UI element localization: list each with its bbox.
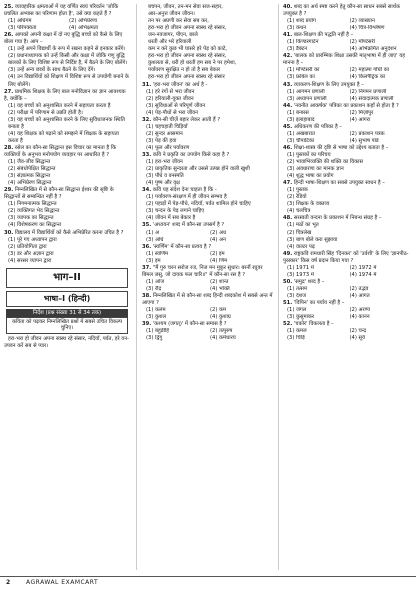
option[interactable]: (2) संबंधोपेक्षित सिद्धान्त xyxy=(8,166,56,173)
option[interactable]: (3) व्यापक का सिद्धान्त xyxy=(8,215,54,222)
option[interactable]: (3) पौधे व वनस्पति xyxy=(146,173,184,180)
question-43: 43. व्याकरण-शिक्षण के लिए उपयुक्त है – xyxy=(283,81,364,88)
question-37: 37. "मैं गुरु चरन सरोज रज, निज मन मुकुर सुधार। बरनौं रघुवर बिमल जसु, जो दायक फल चारि॥" में कौन-सा रस है ? xyxy=(142,264,263,278)
option[interactable]: (3) बाण बोले करा सुझाया xyxy=(287,236,338,243)
option[interactable]: (2) सुन्दर आसमान xyxy=(146,130,183,137)
option[interactable]: (4) वाल्टर पढ़ xyxy=(287,243,315,250)
option[interactable]: (1) कलम xyxy=(146,307,166,314)
question-45: 45. अधिकरण की पत्रिका है – xyxy=(283,123,342,130)
option[interactable]: (4) जीवन में सब बेकार है xyxy=(146,215,196,222)
option[interactable]: (4) अभिप्रेरण सिद्धान्त xyxy=(8,180,52,187)
option[interactable]: (4) आगत xyxy=(349,292,370,299)
option[interactable]: (1) जैव-जीव सिद्धान्त xyxy=(8,159,51,166)
option[interactable]: (2) कम xyxy=(210,307,227,314)
option[interactable]: (3) कथन xyxy=(287,25,307,32)
options-42 xyxy=(283,67,412,81)
options-37 xyxy=(142,279,274,293)
poem-line: कुशलता से, धरी हो धरती हम सब ने पर हमेशा, xyxy=(148,60,237,67)
poem-line: हरा-भरा हो जीवन अपना स्वस्थ रहे संसार xyxy=(148,74,225,81)
question-30: 30. विद्यालय में विद्यार्थियों को कैसे अभिप्रेरित करना उचित है ? xyxy=(4,229,124,236)
option[interactable]: (2) तद्भव xyxy=(349,285,369,292)
option[interactable]: (3) रौद्र xyxy=(146,285,162,292)
option[interactable]: (2) मिर्ज़ापुर xyxy=(349,109,374,116)
option[interactable]: (3) द्विगु xyxy=(146,335,163,342)
option[interactable]: (4) अभिक्षमता xyxy=(69,25,99,32)
page-footer xyxy=(0,576,416,589)
question-35: 35. 'अध्ययन' शब्द में कौन-सा उपसर्ग है ? xyxy=(142,222,225,229)
question-25: 25. व्यावहारिक क्षमताओं में यह वर्णित स्वयं परिवर्तन 'जोकि प्रचलित अभ्यास का परिणाम होता है', उसे क्या कहते हैं ? xyxy=(4,4,119,18)
options-34 xyxy=(142,194,274,222)
question-36: 36. 'स्वर्णिम' में कौन-सा प्रत्यय है ? xyxy=(142,243,212,250)
question-26: 26. आपको अपनी कक्षा में दो नए बुद्धि बच्चों को कैसे के लिए बोला गया है। आप – xyxy=(4,32,123,46)
poem-line: कम न करे कुछ भी घासरे हरे पेड़ को काटे, xyxy=(148,46,228,53)
question-46: 46. शिक्षा-शास्त्र की दृष्टि से भाषा को उद्देश्य बताता है – xyxy=(283,144,389,151)
option[interactable]: (1) पूरे गए अध्यापन द्वारा xyxy=(8,236,57,243)
option[interactable]: (1) चहचहाती चिड़ियाँ xyxy=(146,123,188,130)
poem-line: बचपन, जीवन, तन-मन सेवा सज-सहार, xyxy=(148,4,223,10)
option[interactable]: (4) यह शिक्षक को पढ़ाने को समझने में शिक्षक के सहायता करता है xyxy=(8,130,119,144)
option[interactable]: (4) पेड़-पौधों से भरा जीवन xyxy=(146,109,198,116)
options-26 xyxy=(4,46,130,88)
option[interactable]: (1) अखबारात xyxy=(287,130,315,137)
option[interactable]: (2) 1972 में xyxy=(349,264,377,271)
option[interactable]: (4) अभिक्रमित अनुदेशन xyxy=(349,46,397,53)
option[interactable]: (2) अरण्य xyxy=(349,307,371,314)
option[interactable]: (3) अध्यापन प्रणाली xyxy=(287,95,327,102)
option[interactable]: (2) तत्पुरुष xyxy=(210,328,233,335)
option[interactable]: (4) कुशाग्र xyxy=(210,314,231,321)
option[interactable]: (1) बहुव्रीहि xyxy=(146,328,170,335)
options-35 xyxy=(142,230,274,244)
option[interactable]: (2) व्यक्तिगत भेद सिद्धान्त xyxy=(8,208,60,215)
options-25 xyxy=(4,18,130,32)
question-47: 47. हिन्दी भाषा-शिक्षण का सबसे उपयुक्त साधन है – xyxy=(283,180,385,187)
question-27: 27. प्राथमिक शिक्षक के लिए बाल मनोविज्ञान का ज्ञान आवश्यक है, क्योंकि – xyxy=(4,88,126,102)
option[interactable]: (4) शुद्ध भाषा का प्रयोग xyxy=(287,173,334,180)
option[interactable]: (2) शान्त xyxy=(210,278,229,285)
question-52: 52. 'चकोर' विकलता है – xyxy=(283,321,334,328)
option[interactable]: (3) उन्हें अन्य छात्रों के साथ बैठने के लिए देंगे। xyxy=(8,67,96,74)
option[interactable]: (2) व्याख्यान xyxy=(349,18,375,25)
instruction-text: कविता को पढ़कर निम्नलिखित प्रश्नों में सबसे उचित विकल्प चुनिए। xyxy=(6,317,128,334)
question-49: 49. राष्ट्रकवि रामधारी सिंह 'दिनकर' को 'उर्वशी' के लिए 'ज्ञानपीठ-पुरस्कार' किस वर्ष प्रदान किया गया ? xyxy=(283,250,409,264)
option[interactable]: (1) अधिगम xyxy=(8,18,32,25)
option[interactable]: (4) कानन xyxy=(349,314,370,321)
option[interactable]: (2) अभिप्रेरणा xyxy=(69,18,98,25)
option[interactable]: (2) प्रतियोगिता द्वारा xyxy=(8,243,47,250)
option[interactable]: (1) मॉण्टेसरी का xyxy=(287,67,320,74)
option[interactable]: (1) कमल xyxy=(287,328,307,335)
option[interactable]: (3) चौपाटिका xyxy=(287,137,315,144)
options-46 xyxy=(283,152,412,180)
question-50: 50. 'समुद्र' शब्द है – xyxy=(283,278,325,285)
question-28: 28. रसेल का कौन-सा सिद्धान्त इस विचार का मानता है कि व्यक्तियों के अनुभव मनोपयोग व्यवहार पर आधारित है ? xyxy=(4,144,117,158)
column-1 xyxy=(4,4,130,350)
section-heading: भाग–II xyxy=(6,268,128,288)
option[interactable]: (1) पुस्तकों का परिचय xyxy=(287,151,331,158)
options-51 xyxy=(283,307,412,321)
option[interactable]: (2) प्रकाशन पत्रक xyxy=(349,130,385,137)
options-27 xyxy=(4,103,130,145)
option[interactable]: (1) स्वर्णिम xyxy=(146,250,169,257)
option[interactable]: (1) पर्यावरण-संरक्षण में ही जीवन सम्भव है xyxy=(146,194,227,201)
poem xyxy=(142,4,274,82)
poem-line: तन पर अप्रणी कर सेवा सब कर, xyxy=(148,18,209,25)
column-divider xyxy=(278,4,279,570)
option[interactable]: (4) 1974 में xyxy=(349,271,377,278)
option[interactable]: (4) चित्र-विश्लेषण xyxy=(349,25,385,32)
poem-line: जन-नवजागर, पीएन, छाले xyxy=(148,32,198,39)
option[interactable]: (2) पहाड़ों में पेड़-पौधे, नदियाँ, पर्वत शामिल होने चाहिए xyxy=(146,201,251,208)
question-29: 29. निम्नलिखित में से कौन-सा सिद्धान्त ईश्वर की सृष्टि के सिद्धान्तों से सम्बन्धित नहीं है ? xyxy=(4,187,114,201)
question-32: 32. कौन-सी चीज़ें बहार लेकर आती हैं ? xyxy=(142,116,221,123)
option[interactable]: (2) प्रधानाध्यापक को उन्हें किसी और कक्षा में जोकि गणु बुद्धि बालकों के लिए विशिष्ट रूप से निर्दिष्ट है, में बैठने के लिए बोलेंगे। xyxy=(8,53,128,67)
poem-line: धरती और भरे हरियाली xyxy=(148,39,192,46)
option[interactable]: (2) प्राकृतिक सुन्दरता और उससे उत्पन्न होने वाली खुशी xyxy=(146,166,250,173)
option[interactable]: (3) फ्रोबेल का xyxy=(287,74,315,81)
option[interactable]: (1) हरा-भरा जीवन xyxy=(146,159,183,166)
options-47 xyxy=(283,187,412,215)
options-38 xyxy=(142,307,274,321)
option[interactable]: (2) महात्मा गाँधी का xyxy=(349,67,390,74)
question-31: 31. 'हरा-भरा जीवन' का अर्थ है - xyxy=(142,81,208,88)
question-48: 48. सरस्वती वन्दना के प्रकाशन में निबन्ध संग्रह है – xyxy=(283,215,382,222)
question-51: 51. 'विपिन' का पर्याय नहीं है – xyxy=(283,299,345,306)
brand-name: AGRAWAL EXAMCART xyxy=(26,579,99,586)
subject-heading: भाषा–I (हिन्दी) xyxy=(6,291,128,307)
question-44: 44. 'नवनीत आकर्षक' पत्रिका का प्रकाशन कहाँ से होता है ? xyxy=(283,102,399,109)
column-2 xyxy=(142,4,274,342)
option[interactable]: (1) ओज xyxy=(146,278,165,285)
option[interactable]: (2) परीक्षा में परिणाम से उन्नति होती है। xyxy=(8,109,83,116)
option[interactable]: (2) चन्द्र xyxy=(349,328,367,335)
option[interactable]: (3) यह बच्चों को अनुशासित करने के लिए सुविधाजनक स्थिति बनाता है xyxy=(8,116,125,130)
option[interactable]: (1) निगमनात्मक सिद्धान्त xyxy=(8,201,57,208)
option[interactable]: (4) उन विद्यार्थियों को शिक्षण में विशिष्ट रूप से उपयोगी बनाने के लिए बोलेंगे। xyxy=(8,74,129,88)
option[interactable]: (3) सुविधाओं से परिपूर्ण जीवन xyxy=(146,102,206,109)
option[interactable]: (1) यह बच्चों को अनुशासित करने में सहायता करता है xyxy=(8,102,111,109)
option[interactable]: (3) 1973 में xyxy=(287,271,314,278)
options-52 xyxy=(283,328,412,342)
option[interactable]: (2) इम xyxy=(210,250,225,257)
option[interactable]: (4) भक्ति xyxy=(210,285,230,292)
option[interactable]: (4) आगरा xyxy=(349,116,371,123)
option[interactable]: (1) आगमन प्रणाली xyxy=(287,88,325,95)
option[interactable]: (4) सुभाष पांडे xyxy=(349,137,379,144)
question-34: 34. कवि यह संदेश देना चाहता है कि - xyxy=(142,187,217,194)
option[interactable]: (2) चित्रलेख xyxy=(287,229,312,236)
options-30 xyxy=(4,237,130,265)
option[interactable]: (3) शिक्षक के वक्तव्य xyxy=(287,201,330,208)
options-39 xyxy=(142,328,274,342)
options-45 xyxy=(283,131,412,145)
poem-line: पर्यावरण सुरक्षित न हो तो है सब बेकार xyxy=(148,67,221,74)
option[interactable]: (2) भावाभिव्यक्ति की शक्ति का विकास xyxy=(287,159,363,166)
options-33 xyxy=(142,159,274,187)
option[interactable]: (3) चन्दन के पेड़ लगाने चाहिए xyxy=(146,208,205,215)
option[interactable]: (2) हरियाली-युक्त जीवन xyxy=(146,95,194,102)
option[interactable]: (2) मॉण्टेसरी xyxy=(349,39,375,46)
option[interactable]: (4) किलपैट्रिक का xyxy=(349,74,386,81)
options-50 xyxy=(283,286,412,300)
options-44 xyxy=(283,110,412,124)
option[interactable]: (3) परिपक्वता xyxy=(8,25,37,32)
option[interactable]: (4) फूल और पर्यावरण xyxy=(146,144,190,151)
options-41 xyxy=(283,39,412,53)
option[interactable]: (4) कर्मधारय xyxy=(210,335,236,342)
option[interactable]: (2) अध xyxy=(210,229,227,236)
option[interactable]: (1) पुस्तक xyxy=(287,187,308,194)
options-29 xyxy=(4,201,130,229)
option[interactable]: (4) संवादात्मक प्रणाली xyxy=(349,95,394,102)
option[interactable]: (4) णिम xyxy=(210,257,228,264)
option[interactable]: (1) उन्हें अपने विद्यार्थी के रूप में रखना कहने से इनकार करेंगे। xyxy=(8,46,126,53)
option[interactable]: (4) चलचित्र xyxy=(287,208,311,215)
poem-line: हरा-भरा हो जीवन अपना स्वस्थ रहे संसार, xyxy=(148,53,227,60)
option[interactable]: (4) विशेषकरण का सिद्धान्त xyxy=(8,222,62,229)
option[interactable]: (3) कुशल xyxy=(146,314,167,321)
option[interactable]: (3) इम xyxy=(146,257,161,264)
page-number: 2 xyxy=(6,579,11,586)
instruction-banner: निर्देश (प्रश्न संख्या 31 से 34 तक) xyxy=(6,309,128,317)
options-48 xyxy=(283,222,412,250)
poem-line: हरा-भरा हो जीवन अपना स्वस्थ रहे संसार, xyxy=(148,25,227,32)
option[interactable]: (4) सरसर व्यापन द्वारा xyxy=(8,257,52,264)
question-40: 40. शब्द का अर्थ स्पष्ट करने हेतु कौन-सा साधन सबसे सार्थक उपयुक्त है ? xyxy=(283,4,400,18)
option[interactable]: (4) पुष्प और वृक्ष xyxy=(146,180,180,187)
options-49 xyxy=(283,265,412,279)
poem-line: आर-अनुत्त जीवन जीवन। xyxy=(148,11,195,18)
option[interactable]: (1) हरे रंगों से भरा जीवन xyxy=(146,88,195,95)
option[interactable]: (3) संज्ञात्मक सिद्धान्त xyxy=(8,173,51,180)
option[interactable]: (1) शब्द प्रयोग xyxy=(287,18,316,25)
poem-opening: हरा-भरा हो जीवन अपना स्वस्थ रहे संसार, नदियाँ, पर्वत, हरे वन-उपवन करें सब से प्यार। xyxy=(4,335,129,349)
option[interactable]: (1) मठों का भूत xyxy=(287,222,319,229)
option[interactable]: (3) चिड़ि xyxy=(287,335,305,342)
option[interactable]: (4) अन xyxy=(210,236,226,243)
option[interactable]: (3) देशज xyxy=(287,292,307,299)
option[interactable]: (3) डर और अज्ञान द्वारा xyxy=(8,250,54,257)
options-32 xyxy=(142,124,274,152)
column-divider xyxy=(136,4,137,570)
option[interactable]: (3) अवधारणा का मानक ज्ञान xyxy=(287,166,344,173)
option[interactable]: (3) अधि xyxy=(146,236,164,243)
question-33: 33. कवि ने प्रकृति का उपयोग किसे कहा है ? xyxy=(142,151,230,158)
option[interactable]: (1) 1971 में xyxy=(287,264,314,271)
option[interactable]: (1) तत्सम xyxy=(287,285,308,292)
options-36 xyxy=(142,251,274,265)
option[interactable]: (2) रेडियो xyxy=(287,194,307,201)
options-40 xyxy=(283,18,412,32)
option[interactable]: (1) बनारस xyxy=(287,109,309,116)
option[interactable]: (2) निगमन प्रणाली xyxy=(349,88,387,95)
question-41: 41. बाल-शिक्षण की पद्धति नहीं है – xyxy=(283,32,354,39)
option[interactable]: (1) किण्डरगार्टन xyxy=(287,39,319,46)
option[interactable]: (4) सूर्य xyxy=(349,335,366,342)
options-31 xyxy=(142,89,274,117)
option[interactable]: (3) कुसुमाकर xyxy=(287,314,315,321)
options-43 xyxy=(283,89,412,103)
column-3 xyxy=(283,4,412,342)
option[interactable]: (3) पेड़ की हवा xyxy=(146,137,177,144)
option[interactable]: (1) जंगल xyxy=(287,307,307,314)
question-42: 42. 'बालक को प्रारम्भिक शिक्षा उसकी मातृभाषा में ही जाए' यह मानना है – xyxy=(283,53,406,67)
question-38: 38. निम्नलिखित में से कौन-सा शब्द हिन्दी शब्दकोश में सबसे अन्त में आएगा ? xyxy=(142,292,273,306)
options-28 xyxy=(4,159,130,187)
option[interactable]: (3) डैक्टन xyxy=(287,46,308,53)
option[interactable]: (3) इलाहाबाद xyxy=(287,116,315,123)
question-39: 39. 'कश्यप (जगत्)' में कौन-सा समास है ? xyxy=(142,321,227,328)
option[interactable]: (1) अ xyxy=(146,229,159,236)
